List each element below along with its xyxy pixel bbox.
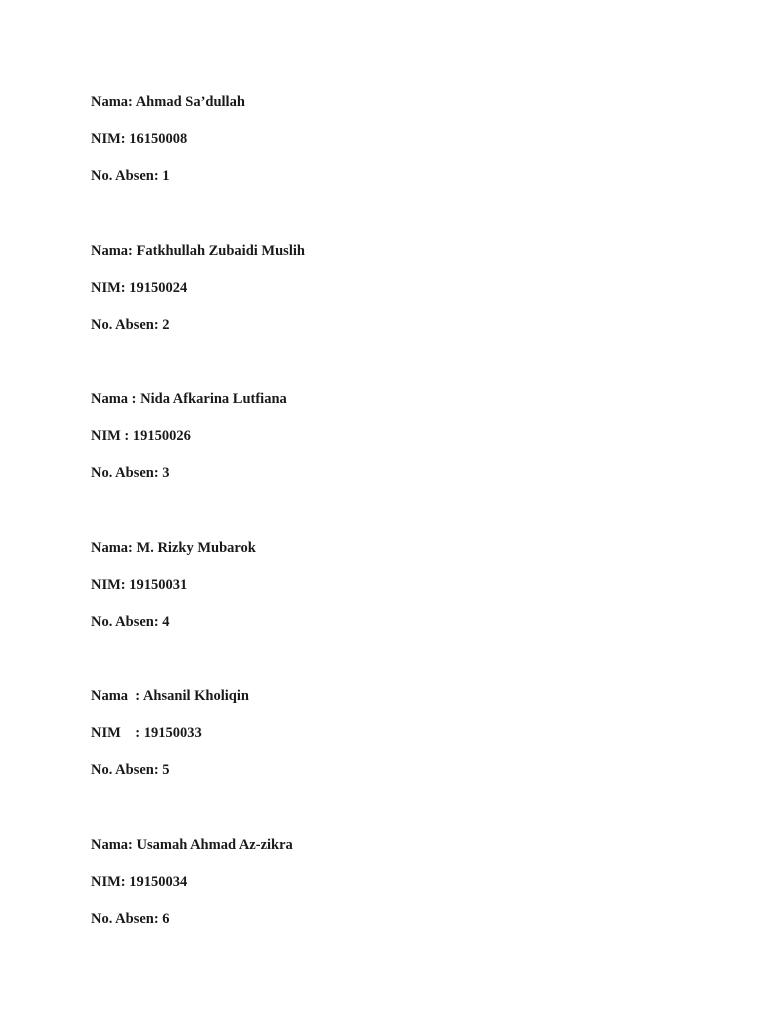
- student-entry: [91, 836, 691, 985]
- student-name: Nama: Fatkhullah Zubaidi Muslih: [91, 242, 305, 259]
- student-absen: No. Absen: 1: [91, 168, 170, 184]
- student-name: Nama: Ahmad Sa’dullah: [91, 94, 245, 110]
- student-name: Nama: M. Rizky Mubarok: [91, 539, 256, 556]
- student-nim: NIM : 19150033: [91, 725, 202, 742]
- student-entry: [91, 687, 691, 836]
- student-nim: NIM: 19150034: [91, 873, 188, 890]
- student-absen: No. Absen: 4: [91, 613, 170, 630]
- student-nim: NIM: 19150031: [91, 576, 188, 593]
- student-nim: NIM : 19150026: [91, 428, 191, 445]
- student-entry: [91, 539, 691, 688]
- student-entry: [91, 390, 691, 539]
- student-nim: NIM: 16150008: [91, 131, 188, 147]
- student-nim: NIM: 19150024: [91, 279, 188, 296]
- student-entry: [91, 242, 691, 391]
- student-name: Nama : Ahsanil Kholiqin: [91, 688, 249, 705]
- student-absen: No. Absen: 6: [91, 910, 170, 927]
- student-absen: No. Absen: 5: [91, 762, 170, 779]
- document-page: [91, 93, 691, 985]
- student-name: Nama: Usamah Ahmad Az-zikra: [91, 836, 293, 853]
- student-absen: No. Absen: 2: [91, 316, 170, 333]
- student-absen: No. Absen: 3: [91, 465, 170, 482]
- student-entry: [91, 93, 691, 242]
- student-name: Nama : Nida Afkarina Lutfiana: [91, 391, 287, 408]
